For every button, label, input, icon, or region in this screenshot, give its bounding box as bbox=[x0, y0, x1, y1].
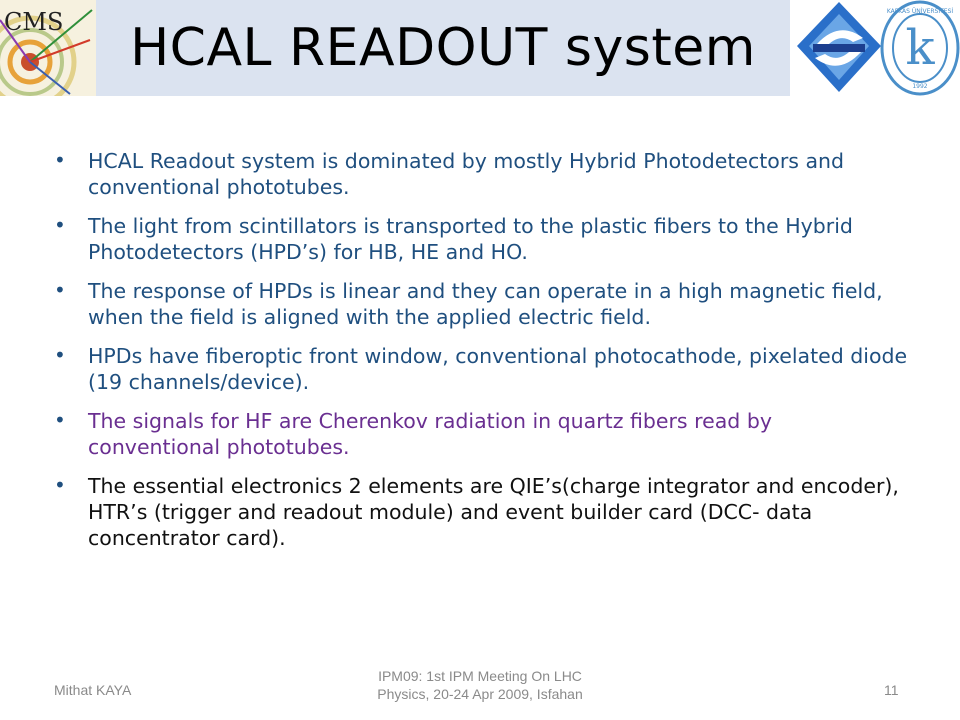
kafkas-year: 1992 bbox=[912, 83, 928, 90]
bullet-item: • HCAL Readout system is dominated by mostly Hybrid Photodetectors and conventional phototubes. bbox=[50, 148, 910, 200]
footer bbox=[0, 640, 960, 720]
footer-event-line1: IPM09: 1st IPM Meeting On LHC bbox=[378, 668, 582, 684]
cms-logo-text: CMS bbox=[4, 8, 64, 36]
bullet-item: • The response of HPDs is linear and they can operate in a high magnetic field, when the field is aligned with the applied electric field. bbox=[50, 278, 910, 330]
footer-author: Mithat KAYA bbox=[54, 682, 132, 698]
bullet-item: • HPDs have fiberoptic front window, conventional photocathode, pixelated diode (19 channels/device). bbox=[50, 343, 910, 395]
footer-event-line2: Physics, 20-24 Apr 2009, Isfahan bbox=[377, 686, 583, 702]
page-number: 11 bbox=[884, 682, 899, 698]
institute-logo bbox=[795, 0, 883, 96]
bullet-item: • The light from scintillators is transported to the plastic fibers to the Hybrid Photodetectors (HPD’s) for HB, HE and HO. bbox=[50, 213, 910, 265]
bullet-item: • The essential electronics 2 elements are QIE’s(charge integrator and encoder), HTR’s (trigger and readout module) and event builder card (DCC- data concentrator card). bbox=[50, 473, 910, 551]
kafkas-letter: k bbox=[905, 20, 935, 76]
kafkas-university-logo bbox=[880, 0, 960, 100]
footer-event bbox=[340, 667, 620, 703]
cms-logo bbox=[0, 0, 96, 96]
page-title: HCAL READOUT system bbox=[130, 18, 756, 78]
bullet-list bbox=[50, 148, 910, 564]
bullet-item: • The signals for HF are Cherenkov radiation in quartz fibers read by conventional phototubes. bbox=[50, 408, 910, 460]
kafkas-ring-text: KAFKAS ÜNİVERSİTESİ bbox=[886, 8, 954, 15]
